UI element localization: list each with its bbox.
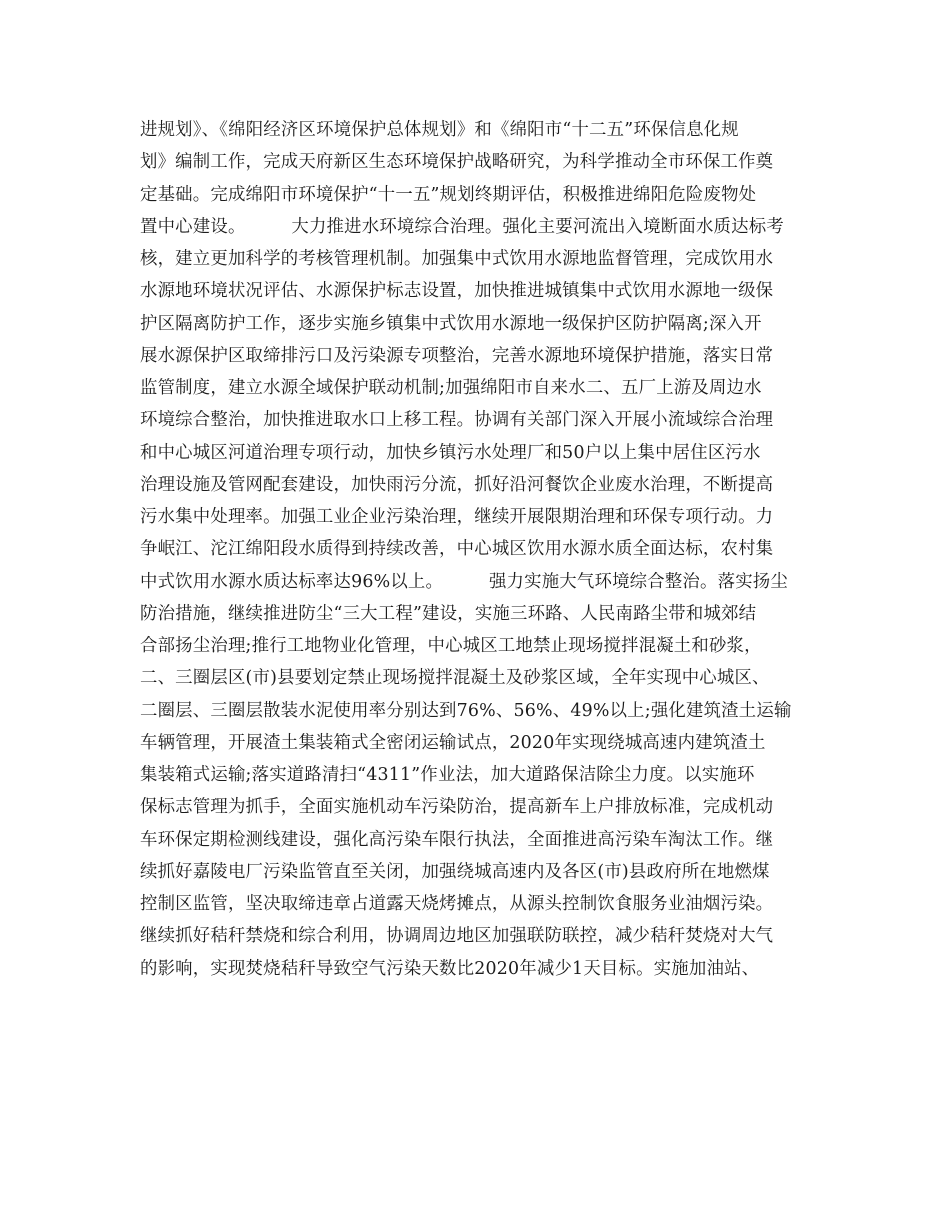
text-line: 防治措施，继续推进防尘“三大工程”建设，实施三环路、人民南路尘带和城郊结 <box>140 603 757 624</box>
text-line: 控制区监管，坚决取缔违章占道露天烧烤摊点，从源头控制饮食服务业油烟污染。 <box>140 894 774 914</box>
text-line: 保标志管理为抓手，全面实施机动车污染防治，提高新车上户排放标准，完成机动 <box>140 797 774 818</box>
text-line: 划》编制工作，完成天府新区生态环境保护战略研究，为科学推动全市环保工作奠 <box>140 152 774 173</box>
text-line: 护区隔离防护工作，逐步实施乡镇集中式饮用水源地一级保护区防护隔离;深入开 <box>140 313 762 334</box>
text-line: 和中心城区河道治理专项行动，加快乡镇污水处理厂和50户以上集中居住区污水 <box>140 442 761 463</box>
text-line: 水源地环境状况评估、水源保护标志设置，加快推进城镇集中式饮用水源地一级保 <box>140 281 774 302</box>
text-line: 定基础。完成绵阳市环境保护“十一五”规划终期评估，积极推进绵阳危险废物处 <box>140 184 757 205</box>
text-line: 车辆管理，开展渣土集装箱式全密闭运输试点，2020年实现绕城高速内建筑渣土 <box>140 732 766 753</box>
text-line: 监管制度，建立水源全域保护联动机制;加强绵阳市自来水二、五厂上游及周边水 <box>140 378 762 398</box>
text-line: 治理设施及管网配套建设，加快雨污分流，抓好沿河餐饮企业废水治理，不断提高 <box>140 474 774 495</box>
text-line: 车环保定期检测线建设，强化高污染车限行执法，全面推进高污染车淘汰工作。继 <box>140 829 774 850</box>
text-line: 二、三圈层区(市)县要划定禁止现场搅拌混凝土及砂浆区域，全年实现中心城区、 <box>140 668 770 689</box>
text-line: 核，建立更加科学的考核管理机制。加强集中式饮用水源地监督管理，完成饮用水 <box>140 249 774 269</box>
body-text <box>140 114 816 985</box>
text-line: 污水集中处理率。加强工业企业污染治理，继续开展限期治理和环保专项行动。力 <box>140 507 774 527</box>
text-line: 置中心建设。 大力推进水环境综合治理。强化主要河流出入境断面水质达标考 <box>140 216 784 237</box>
text-line: 争岷江、沱江绵阳段水质得到持续改善，中心城区饮用水源水质全面达标，农村集 <box>140 539 774 560</box>
text-line: 继续抓好秸秆禁烧和综合利用，协调周边地区加强联防联控，减少秸秆焚烧对大气 <box>140 926 774 947</box>
text-line: 集装箱式运输;落实道路清扫“4311”作业法，加大道路保洁除尘力度。以实施环 <box>140 765 755 785</box>
text-line: 的影响，实现焚烧秸秆导致空气污染天数比2020年减少1天目标。实施加油站、 <box>140 958 760 979</box>
text-line: 中式饮用水源水质达标率达96%以上。 强力实施大气环境综合整治。落实扬尘 <box>140 571 788 592</box>
text-line: 环境综合整治，加快推进取水口上移工程。协调有关部门深入开展小流域综合治理 <box>140 410 774 431</box>
text-line: 进规划》、《绵阳经济区环境保护总体规划》和《绵阳市“十二五”环保信息化规 <box>140 120 739 140</box>
text-line: 合部扬尘治理;推行工地物业化管理，中心城区工地禁止现场搅拌混凝土和砂浆， <box>140 636 762 656</box>
text-line: 展水源保护区取缔排污口及污染源专项整治，完善水源地环境保护措施，落实日常 <box>140 345 774 366</box>
text-line: 续抓好嘉陵电厂污染监管直至关闭，加强绕城高速内及各区(市)县政府所在地燃煤 <box>140 861 770 882</box>
text-line: 二圈层、三圈层散装水泥使用率分别达到76%、56%、49%以上;强化建筑渣土运输 <box>140 700 792 721</box>
